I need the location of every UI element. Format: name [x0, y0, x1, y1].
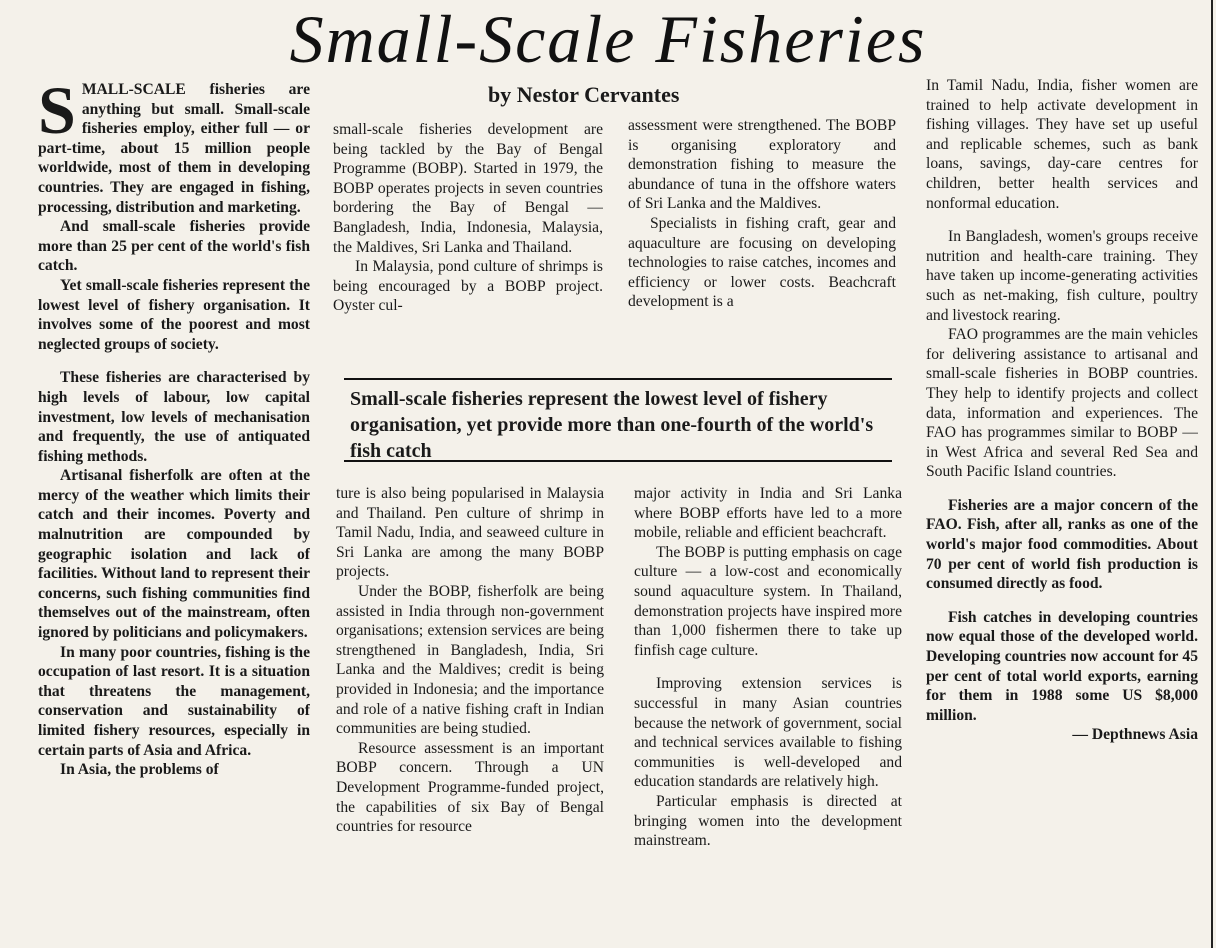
paragraph: assessment were strengthened. The BOBP is organising exploratory and demonstration fishing to measure the abundance of tuna in the offshore waters of Sri Lanka and the Maldives. — [628, 117, 896, 213]
paragraph: small-scale fisheries development are being tackled by the Bay of Bengal Programme (BOBP). Started in 1979, the BOBP operates projects in seven countries bordering the Bay of Bengal — Bangladesh, India, Indonesia, Malaysia, the Maldives, Sri Lanka and Thailand. — [333, 121, 603, 256]
paragraph: MALL-SCALE fisheries are anything but small. Small-scale fisheries employ, either full — or part-time, about 15 million people worldwide, most of them in developing countries. They are engaged in fishing, processing, distribution and marketing. — [38, 81, 310, 216]
column-4 — [926, 76, 1198, 946]
paragraph: In Bangladesh, women's groups receive nutrition and health-care training. They have taken up income-generating activities such as net-making, fish culture, poultry and livestock rearing. — [926, 228, 1198, 324]
paragraph: In Asia, the problems of — [60, 761, 219, 779]
article-credit: — Depthnews Asia — [1072, 726, 1198, 744]
paragraph: major activity in India and Sri Lanka where BOBP efforts have led to a more mobile, reliable and efficient beachcraft. — [634, 485, 902, 542]
paragraph: Artisanal fisherfolk are often at the mercy of the weather which limits their catch and their incomes. Poverty and malnutrition are compounded by geographic isolation and lack of facilities. Without land to represent their concerns, such fishing communities find themselves out of the mainstream, often ignored by politicians and policymakers. — [38, 467, 310, 642]
paragraph: Fish catches in developing countries now equal those of the developed world. Developing countries now account for 45 per cent of total world exports, earning for them in 1988 some US $8,000 million. — [926, 608, 1198, 724]
byline: by Nestor Cervantes — [488, 82, 680, 107]
paragraph: Particular emphasis is directed at bringing women into the development mainstream. — [634, 792, 902, 850]
paragraph: FAO programmes are the main vehicles for delivering assistance to artisanal and small-scale fisheries in BOBP countries. They help to identify projects and collect data, information and experiences. The FAO has programmes similar to BOBP — in West Africa and several Red Sea and South Pacific Island countries. — [926, 326, 1198, 481]
paragraph: Improving extension services is successful in many Asian countries because the network of government, social and technical services available to fishing communities is well-developed and education standards are relatively high. — [634, 675, 902, 791]
pull-quote: Small-scale fisheries represent the lowest level of fishery organisation, yet provide more than one-fourth of the world's fish catch — [344, 378, 892, 462]
column-2-top — [333, 120, 603, 370]
column-2-bottom — [336, 484, 604, 944]
paragraph: The BOBP is putting emphasis on cage culture — a low-cost and economically sound aquaculture system. In Thailand, demonstration projects have inspired more than 1,000 fishermen there to take up finfish cage culture. — [634, 543, 902, 659]
paragraph: In many poor countries, fishing is the occupation of last resort. It is a situation that threatens the management, conservation and sustainability of limited fishery resources, especially in certain parts of Asia and Africa. — [38, 643, 310, 759]
paragraph: In Malaysia, pond culture of shrimps is being encouraged by a BOBP project. Oyster cul- — [333, 258, 603, 315]
paragraph: Fisheries are a major concern of the FAO. Fish, after all, ranks as one of the world's major food commodities. About 70 per cent of world fish production is consumed directly as food. — [926, 496, 1198, 593]
drop-cap: S — [38, 80, 76, 148]
paragraph: Yet small-scale fisheries represent the lowest level of fishery organisation. It involves some of the poorest and most neglected groups of society. — [38, 276, 310, 353]
paragraph: ture is also being popularised in Malaysia and Thailand. Pen culture of shrimp in Tamil Nadu, India, and seaweed culture in Sri Lanka are among the many BOBP projects. — [336, 485, 604, 581]
paragraph: These fisheries are characterised by high levels of labour, low capital investment, low levels of mechanisation and frequently, the use of antiquated fishing methods. — [38, 369, 310, 465]
paragraph: In Tamil Nadu, India, fisher women are trained to help activate development in fishing villages. They have set up useful and replicable schemes, such as bank loans, savings, day-care centres for children, better health services and nonformal education. — [926, 77, 1198, 212]
paragraph: Specialists in fishing craft, gear and aquaculture are focusing on developing technologies to raise catches, incomes and efficiency or lower costs. Beachcraft development is a — [628, 214, 896, 311]
column-1 — [38, 80, 310, 946]
paragraph: And small-scale fisheries provide more than 25 per cent of the world's fish catch. — [38, 218, 310, 275]
paragraph: Resource assessment is an important BOBP concern. Through a UN Development Programme-funded project, the capabilities of six Bay of Bengal countries for resource — [336, 739, 604, 836]
column-rule — [1211, 0, 1213, 948]
column-3-top — [628, 116, 896, 370]
headline: Small-Scale Fisheries — [289, 1, 927, 77]
column-3-bottom — [634, 484, 902, 944]
paragraph: Under the BOBP, fisherfolk are being assisted in India through non-government organisations; extension services are being strengthened in Bangladesh, India, Sri Lanka and the Maldives; credit is being provided in Indonesia; and the importance and role of a native fishing craft in Indian communities are being studied. — [336, 582, 604, 738]
